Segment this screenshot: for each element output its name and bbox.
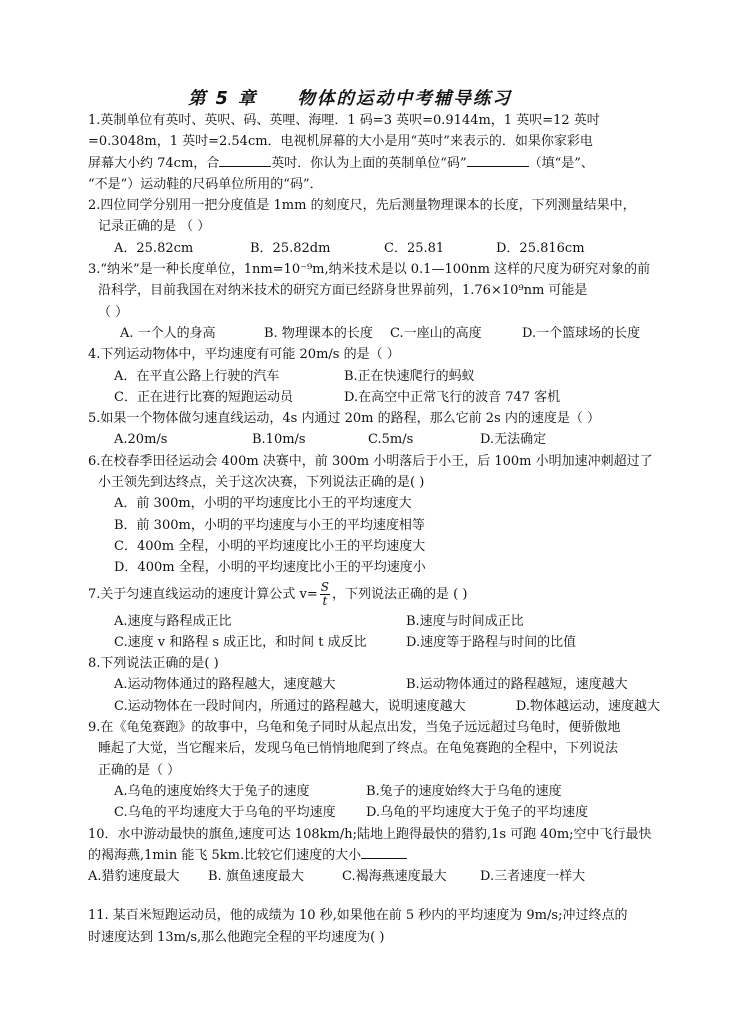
q7-option-d: D.速度等于路程与时间的比值 [406, 634, 577, 650]
q8-options-row-1 [88, 674, 660, 695]
q8-options-row-2 [88, 696, 660, 717]
q7-numerator: S [320, 579, 330, 594]
q6-option-b: B．前 300m，小明的平均速度与小王的平均速度相等 [114, 517, 425, 533]
q9-option-c: C.乌龟的平均速度大于乌龟的平均速度 [114, 805, 336, 821]
q2-options [88, 238, 660, 259]
q1-line-1: 1.英制单位有英吋、英呎、码、英哩、海哩．1 码=3 英呎=0.9144m，1 英呎=12 英吋 [88, 113, 600, 128]
q7-option-c: C.速度 v 和路程 s 成正比，和时间 t 成反比 [114, 634, 367, 650]
q5-option-b: B.10m/s [252, 432, 306, 448]
question-spacer [88, 887, 660, 905]
q8-option-d: D.物体越运动，速度越大 [515, 698, 660, 714]
q3-option-b: B. 物理课本的长度 [264, 325, 373, 341]
q7-options-row-2 [88, 632, 660, 653]
q8-option-a: A.运动物体通过的路程越大，速度越大 [114, 677, 336, 693]
q2-option-b: B．25.82dm [250, 240, 331, 256]
q3-line-2: 沿科学，目前我国在对纳米技术的研究方面已经跻身世界前列，1.76×10⁹nm 可能是 [98, 283, 588, 299]
worksheet-page [88, 88, 660, 948]
q6-option-c: C．400m 全程，小明的平均速度比小王的平均速度大 [114, 538, 426, 554]
chapter-label: 第 5 章 [188, 89, 258, 109]
q3-option-d: D.一个篮球场的长度 [522, 325, 641, 341]
q11-line-2: 时速度达到 13m/s,那么他跑完全程的平均速度为( ) [88, 929, 385, 945]
q1-text-a: 屏幕大小约 74cm，合 [88, 155, 220, 171]
q7-formula-fraction [320, 581, 330, 608]
q10-blank [361, 845, 407, 859]
q8-option-b: B.运动物体通过的路程越短，速度越大 [406, 677, 628, 693]
q7-text-pre: 7.关于匀速直线运动的速度计算公式 v= [88, 586, 318, 602]
q2-line-2: 记录正确的是 （ ） [98, 219, 211, 235]
page-title [188, 88, 660, 110]
q2-option-a: A．25.82cm [114, 240, 194, 256]
q5-options [88, 429, 660, 450]
q7-options-row-1 [88, 611, 660, 632]
q9-line-2: 睡起了大觉，当它醒来后，发现乌龟已悄悄地爬到了终点。在龟兔赛跑的全程中，下列说法 [98, 741, 619, 757]
q6-line-2: 小王领先到达终点，关于这次决赛，下列说法正确的是( ) [98, 475, 425, 491]
q9-options-row-1 [88, 781, 660, 802]
q1-blank-yard [467, 153, 529, 167]
worksheet-name: 物体的运动中考辅导练习 [297, 89, 512, 109]
q3-option-c: C.一座山的高度 [390, 325, 482, 341]
q2-option-d: D．25.816cm [496, 240, 585, 256]
q3-option-a: A. 一个人的身高 [120, 325, 216, 341]
q4-option-c: C．正在进行比赛的短跑运动员 [114, 389, 293, 405]
q1-text-c: （填“是”、 [528, 155, 594, 171]
q7-option-b: B.速度与时间成正比 [406, 613, 524, 629]
q10-option-c: C.褐海燕速度最大 [342, 869, 447, 885]
q10-option-a: A.猎豹速度最大 [88, 869, 180, 885]
q10-option-b: B. 旗鱼速度最大 [208, 869, 304, 885]
q9-option-d: D.乌龟的平均速度大于兔子的平均速度 [366, 805, 589, 821]
q7-line-1 [88, 579, 660, 611]
q3-line-1: 3.“纳米”是一种长度单位，1nm=10⁻⁹m,纳米技术是以 0.1—100nm 这样的尺度为研究对象的前 [88, 262, 651, 278]
q1-blank-inches [219, 153, 271, 167]
q5-line-1: 5.如果一个物体做匀速直线运动，4s 内通过 20m 的路程，那么它前 2s 内的速度是（ ） [88, 411, 600, 427]
q10-line-2 [88, 845, 660, 866]
q7-denominator: t [322, 593, 328, 608]
q4-option-b: B.正在快速爬行的蚂蚁 [344, 368, 475, 384]
q2-line-1: 2.四位同学分别用一把分度值是 1mm 的刻度尺，先后测量物理课本的长度，下列测量结果中， [88, 198, 636, 214]
q1-line-3 [88, 153, 660, 174]
q10-line-1: 10．水中游动最快的旗鱼,速度可达 108km/h;陆地上跑得最快的猎豹,1s 可跑 40m;空中飞行最快 [88, 826, 652, 842]
q9-line-3: 正确的是（ ） [98, 762, 181, 778]
q4-line-1: 4.下列运动物体中，平均速度有可能 20m/s 的是（ ） [88, 347, 400, 363]
q7-option-a: A.速度与路程成正比 [114, 613, 232, 629]
q10-options [88, 866, 660, 887]
q2-option-c: C．25.81 [384, 240, 445, 256]
q4-option-d: D.在高空中正常飞行的波音 747 客机 [344, 389, 561, 405]
q3-options [88, 323, 660, 344]
q9-options-row-2 [88, 802, 660, 823]
q5-option-c: C.5m/s [368, 432, 414, 448]
q6-option-a: A．前 300m，小明的平均速度比小王的平均速度大 [114, 496, 412, 512]
q1-text-b: 英吋．你认为上面的英制单位“码” [271, 155, 467, 171]
q5-option-a: A.20m/s [114, 432, 168, 448]
q1-line-2: =0.3048m，1 英吋=2.54cm．电视机屏幕的大小是用“英吋”来表示的．如果你家彩电 [88, 134, 593, 150]
q10-text: 的褐海燕,1min 能飞 5km.比较它们速度的大小 [88, 847, 362, 863]
q5-option-d: D.无法确定 [480, 432, 547, 448]
q8-line-1: 8.下列说法正确的是( ) [88, 656, 219, 672]
q4-options-row-1 [88, 366, 660, 387]
q3-line-3: （ ） [98, 304, 129, 320]
q9-option-b: B.兔子的速度始终大于乌龟的速度 [366, 783, 562, 799]
q10-option-d: D.三者速度一样大 [480, 869, 586, 885]
q8-option-c: C.运动物体在一段时间内，所通过的路程越大，说明速度越大 [114, 698, 466, 714]
q9-line-1: 9.在《龟兔赛跑》的故事中，乌龟和兔子同时从起点出发，当兔子远远超过乌龟时，便骄傲地 [88, 720, 621, 736]
q6-line-1: 6.在校春季田径运动会 400m 决赛中，前 300m 小明落后于小王，后 100m 小明加速冲刺超过了 [88, 453, 653, 469]
q4-options-row-2 [88, 387, 660, 408]
q11-line-1: 11. 某百米短跑运动员，他的成绩为 10 秒,如果他在前 5 秒内的平均速度为 9m/s;冲过终点的 [88, 908, 628, 924]
q1-line-4: “不是”）运动鞋的尺码单位所用的“码”． [88, 176, 323, 192]
q6-option-d: D．400m 全程，小明的平均速度比小王的平均速度小 [114, 560, 426, 576]
q9-option-a: A.乌龟的速度始终大于兔子的速度 [114, 783, 310, 799]
q7-text-post: ，下列说法正确的是 ( ) [332, 586, 468, 602]
q4-option-a: A．在平直公路上行驶的汽车 [114, 368, 280, 384]
